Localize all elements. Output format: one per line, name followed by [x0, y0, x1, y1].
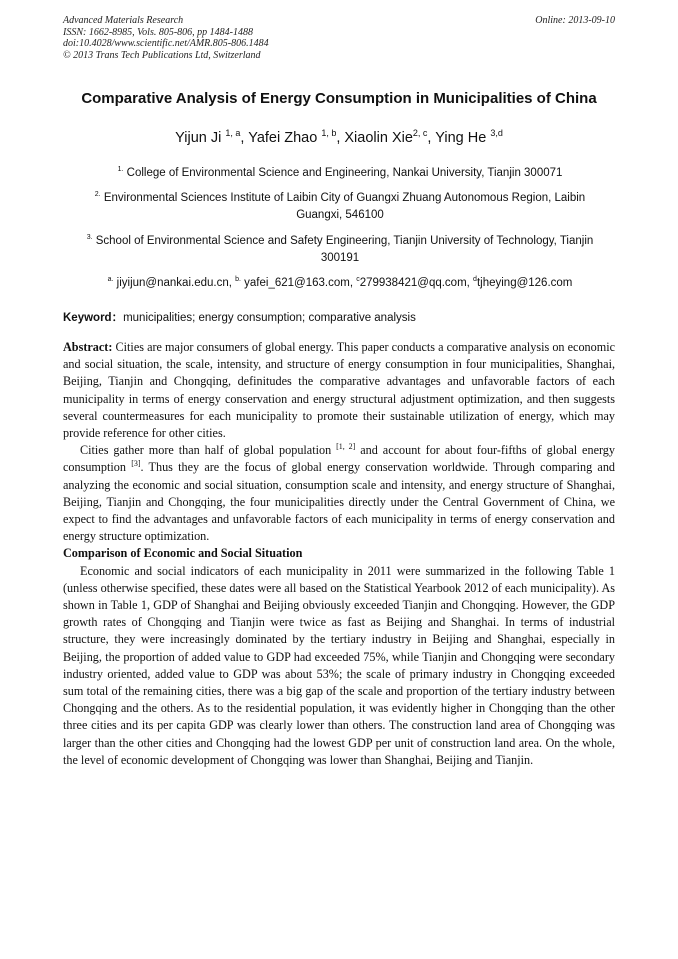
email-mark: c — [356, 276, 360, 284]
copyright-line: © 2013 Trans Tech Publications Ltd, Switzerland — [63, 49, 261, 61]
affiliation-2 — [80, 190, 600, 224]
email-mark: a. — [107, 276, 114, 284]
doi-line: doi:10.4028/www.scientific.net/AMR.805-806.1484 — [63, 38, 269, 49]
author-superscript: 1, a — [225, 128, 241, 139]
affiliation-mark: 1. — [117, 166, 124, 174]
author-name: Yafei Zhao — [248, 130, 318, 146]
author-name: Ying He — [435, 130, 487, 146]
citation: [3] — [131, 459, 141, 469]
email-address: tjheying@126.com — [476, 277, 573, 289]
journal-header — [63, 15, 269, 61]
abstract-paragraph — [63, 339, 615, 442]
affiliation-text: College of Environmental Science and Engineering, Nankai University, Tianjin 300071 — [126, 167, 563, 179]
author-separator: , — [240, 130, 249, 146]
author-list — [0, 130, 678, 146]
paper-title: Comparative Analysis of Energy Consumption in Municipalities of China — [81, 90, 597, 107]
author-name: Yijun Ji — [175, 130, 222, 146]
section-heading: Comparison of Economic and Social Situation — [63, 546, 303, 561]
email-address: yafei_621@163.com, — [244, 277, 357, 289]
keyword-text: municipalities; energy consumption; comparative analysis — [123, 312, 416, 324]
author-separator: , — [336, 130, 345, 146]
author-name: Xiaolin Xie — [344, 130, 413, 146]
section-paragraph: Economic and social indicators of each municipality in 2011 were summarized in the following Table 1 (unless otherwise specified, these dates were all based on the Statistical Yearbook 2012 of each municipality). As shown in Table 1, GDP of Shanghai and Beijing obviously exceeded Tianjin and Chongqing. However, the GDP growth rates of Chongqing and Tianjin were twice as fast as Beijing and Shanghai. In terms of industrial structure, they were increasingly dominated by the tertiary industry in Beijing and Shanghai, especially in Beijing, the proportion of added value to GDP had exceeded 75%, while Tianjin and Chongqing were secondary industry oriented, added value to GDP was about 53%; the scale of primary industry in Chongqing exceeded sum total of the remaining cities, there was a big gap of the scale and proportion of the tertiary industry between Chongqing and the others. As to the residential population, it was evidently higher in Chongqing than the other three cities and its per capita GDP was clearly lower than others. The construction land area of Chongqing was larger than the other cities and Chongqing had the lowest GDP per unit of construction land area. On the whole, the level of economic development of Chongqing was lower than Shanghai, Beijing and Tianjin. — [63, 563, 615, 767]
journal-name: Advanced Materials Research — [63, 15, 184, 26]
affiliation-1 — [80, 165, 600, 182]
abstract-label: Abstract: — [63, 340, 113, 354]
intro-paragraph — [63, 442, 615, 545]
author-superscript: 3,d — [490, 128, 503, 139]
keyword-line — [63, 309, 416, 325]
affiliation-mark: 3. — [86, 234, 93, 242]
affiliation-mark: 2. — [94, 191, 101, 199]
intro-text: and account for about four-fifths of global energy consumption — [63, 443, 615, 475]
keyword-label: Keyword： — [63, 312, 124, 324]
affiliation-text: Environmental Sciences Institute of Laibin City of Guangxi Zhuang Autonomous Region, Laibin Guangxi, 546100 — [103, 192, 586, 221]
email-mark: b. — [235, 276, 241, 284]
email-address: 279938421@qq.com, — [359, 277, 474, 289]
intro-text: . Thus they are the focus of global energy conservation worldwide. Through comparing and analyzing the economic and social situation, consumption scale and intensity, and energy structure of Shanghai, Beijing, Tianjin and Chongqing, the four municipalities directly under the Central Government of China, we expect to find the advantages and unfavorable factors of each municipality in terms of energy conservation and energy structure optimization. — [63, 460, 616, 544]
author-superscript: 1, b — [321, 128, 337, 139]
author-separator: , — [427, 130, 436, 146]
affiliation-3 — [80, 233, 600, 267]
email-line — [80, 275, 600, 292]
abstract-text: Cities are major consumers of global energy. This paper conducts a comparative analysis on economic and social situation, the scale, intensity, and structure of energy consumption in four municipalities, Shanghai, Beijing, Tianjin and Chongqing, definitudes the comparative advantages and unfavorable factors of each municipality in terms of energy conservation and energy structural adjustment optimization, and then suggests several countermeasures for each municipality to promote their sustainable utilization of energy, which may provide reference for other cities. — [63, 340, 615, 441]
citation: [1, 2] — [336, 442, 356, 452]
intro-text: Cities gather more than half of global population — [80, 443, 337, 458]
email-address: jiyijun@nankai.edu.cn, — [116, 277, 236, 289]
email-mark: d — [473, 276, 477, 284]
affiliation-text: School of Environmental Science and Safety Engineering, Tianjin University of Technology, Tianjin 300191 — [95, 235, 594, 264]
paper-body — [63, 339, 615, 769]
online-date: Online: 2013-09-10 — [535, 15, 615, 26]
issn-line: ISSN: 1662-8985, Vols. 805-806, pp 1484-1488 — [63, 26, 253, 38]
author-superscript: 2, c — [412, 128, 428, 139]
